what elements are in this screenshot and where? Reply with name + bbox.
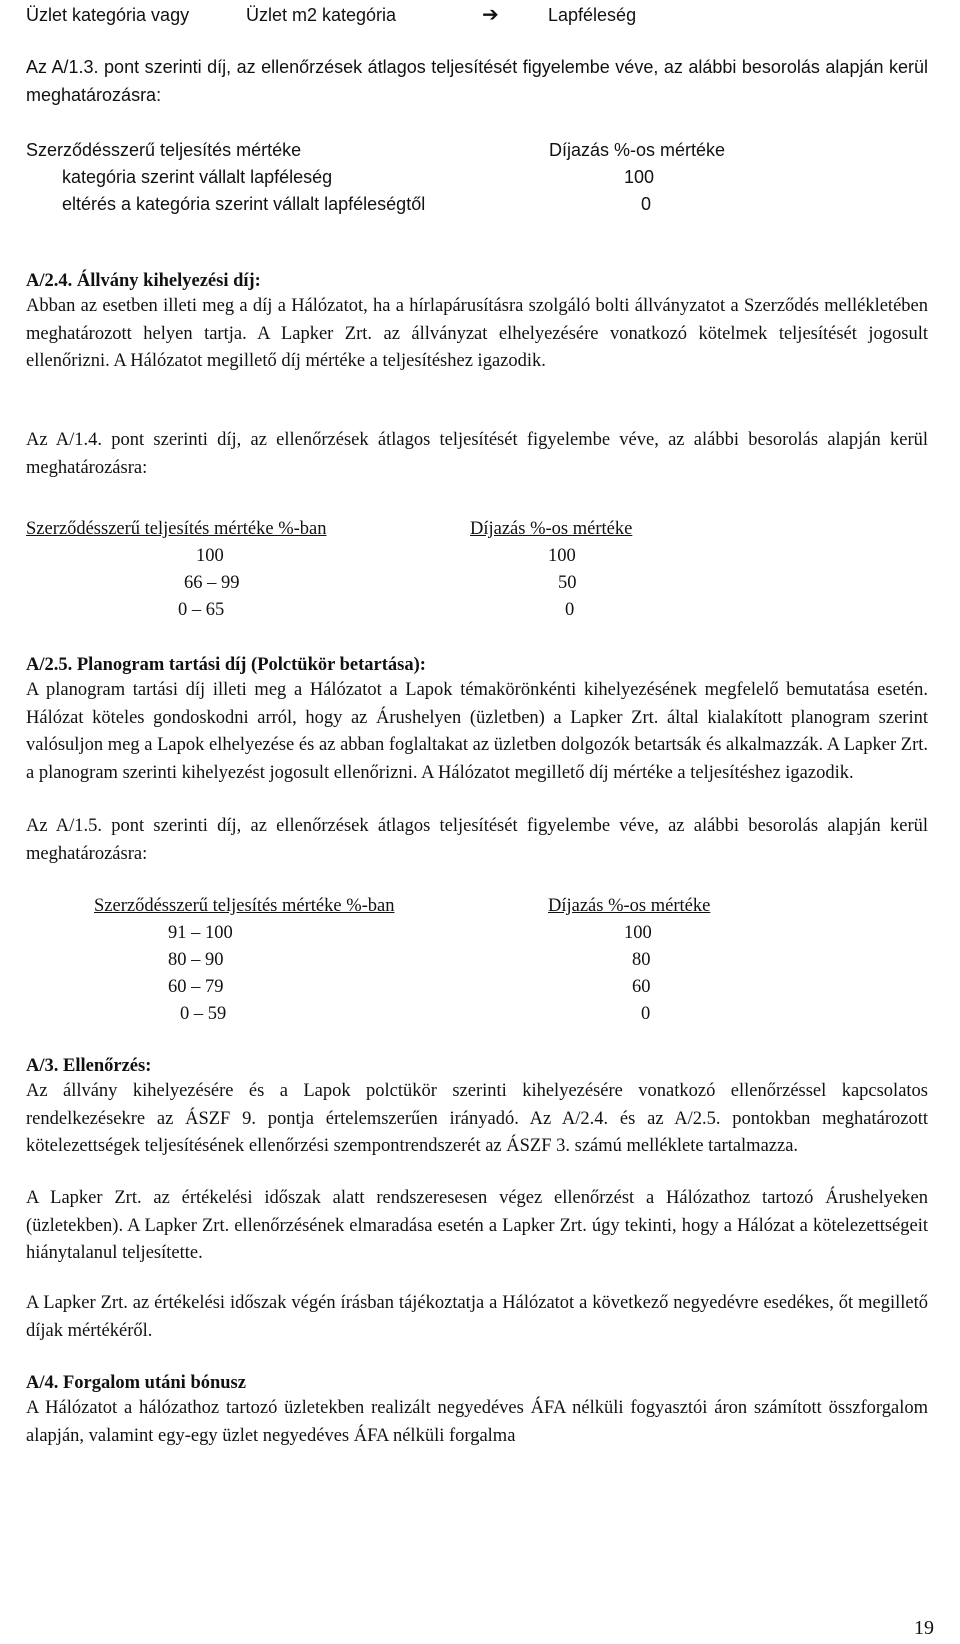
section-a25-heading: A/2.5. Planogram tartási díj (Polctükör betartása): — [26, 655, 426, 675]
table3-row2-range: 80 – 90 — [168, 950, 224, 970]
table3-header-performance: Szerződésszerű teljesítés mértéke %-ban — [94, 896, 395, 916]
section-a4-heading: A/4. Forgalom utáni bónusz — [26, 1373, 246, 1393]
section-a3-heading: A/3. Ellenőrzés: — [26, 1056, 152, 1076]
section-a24-paragraph-2: Az A/1.4. pont szerinti díj, az ellenőrzések átlagos teljesítését figyelembe véve, az alábbi besorolás alapján kerül meghatározásra: — [26, 430, 928, 478]
right-arrow-icon: ➔ — [482, 2, 499, 26]
paragraph-a13: Az A/1.3. pont szerinti díj, az ellenőrzések átlagos teljesítését figyelembe véve, az alábbi besorolás alapján kerül meghatározásra: — [26, 57, 928, 105]
top-line-m2-category: Üzlet m2 kategória — [246, 5, 397, 25]
section-a24-heading: A/2.4. Állvány kihelyezési díj: — [26, 271, 261, 291]
section-a24-body: Abban az esetben illeti meg a díj a Hálózatot, ha a hírlapárusításra szolgáló bolti állványzatot a Szerződés mellékletében meghatározott helyen tartja. A Lapker Zrt. az állványzat elhelyezésére vonatkozó kötelmek teljesítését jogosult ellenőrizni. A Hálózatot megillető díj mértéke a teljesítéshez igazodik. — [26, 296, 928, 372]
table2-row2-range: 66 – 99 — [184, 573, 240, 593]
page-number: 19 — [914, 1617, 934, 1639]
table1-row2-value: 0 — [641, 194, 652, 214]
table2-header-performance: Szerződésszerű teljesítés mértéke %-ban — [26, 519, 327, 539]
table1-header-fee: Díjazás %-os mértéke — [549, 140, 726, 160]
table2-row3-range: 0 – 65 — [178, 600, 225, 620]
table2-row3-value: 0 — [565, 600, 575, 620]
table2-row1-value: 100 — [548, 546, 576, 566]
table2-header-fee: Díjazás %-os mértéke — [470, 519, 633, 539]
top-line-category: Üzlet kategória vagy — [26, 5, 190, 25]
table3-row4-range: 0 – 59 — [180, 1004, 227, 1024]
table3-row3-range: 60 – 79 — [168, 977, 224, 997]
table3-row4-value: 0 — [641, 1004, 651, 1024]
table1-header-performance: Szerződésszerű teljesítés mértéke — [26, 140, 302, 160]
table3-row2-value: 80 — [632, 950, 651, 970]
table2-row2-value: 50 — [558, 573, 577, 593]
table3-header-fee: Díjazás %-os mértéke — [548, 896, 711, 916]
table1-row1-label: kategória szerint vállalt lapféleség — [62, 167, 333, 187]
section-a3-paragraph-3: A Lapker Zrt. az értékelési időszak végén írásban tájékoztatja a Hálózatot a következő negyedévre esedékes, őt megillető díjak mértékéről. — [26, 1293, 928, 1341]
section-a25-paragraph-2: Az A/1.5. pont szerinti díj, az ellenőrzések átlagos teljesítését figyelembe véve, az alábbi besorolás alapján kerül meghatározásra: — [26, 816, 928, 864]
top-line-lapfeleseg: Lapféleség — [548, 5, 637, 25]
table3-row1-range: 91 – 100 — [168, 923, 233, 943]
table3-row1-value: 100 — [624, 923, 652, 943]
table3-row3-value: 60 — [632, 977, 651, 997]
table2-row1-range: 100 — [196, 546, 224, 566]
section-a25-body: A planogram tartási díj illeti meg a Hálózatot a Lapok témakörönkénti kihelyezésének megfelelő bemutatása esetén. Hálózat köteles gondoskodni arról, hogy az Árushelyen (üzletben) a Lapker Zrt. által kialakított planogram szerint valósuljon meg a Lapok elhelyezése és az abban foglaltakat az üzletben dolgozók betartsák és alkalmazzák. A Lapker Zrt. a planogram szerinti kihelyezést jogosult ellenőrizni. A Hálózatot megillető díj mértéke a teljesítéshez igazodik. — [26, 680, 928, 783]
table1-row2-label: eltérés a kategória szerint vállalt lapféleségtől — [62, 194, 426, 214]
table1-row1-value: 100 — [624, 167, 655, 187]
section-a3-paragraph-2: A Lapker Zrt. az értékelési időszak alatt rendszeresesen végez ellenőrzést a Hálózathoz tartozó Árushelyeken (üzletekben). A Lapker Zrt. ellenőrzésének elmaradása esetén a Lapker Zrt. úgy tekinti, hogy a Hálózat a kötelezettségeit hiánytalanul teljesítette. — [26, 1188, 928, 1264]
section-a3-paragraph-1: Az állvány kihelyezésére és a Lapok polctükör szerinti kihelyezésére vonatkozó ellenőrzéssel kapcsolatos rendelkezésekre az ÁSZF 9. pontja értelemszerűen irányadó. Az A/2.4. és az A/2.5. pontokban meghatározott kötelezettségek teljesítésének ellenőrzési szempontrendszerét az ÁSZF 3. számú melléklete tartalmazza. — [26, 1081, 928, 1157]
section-a4-body: A Hálózatot a hálózathoz tartozó üzletekben realizált negyedéves ÁFA nélküli fogyasztói áron számított összforgalom alapján, valamint egy-egy üzlet negyedéves ÁFA nélküli forgalma — [26, 1398, 928, 1446]
